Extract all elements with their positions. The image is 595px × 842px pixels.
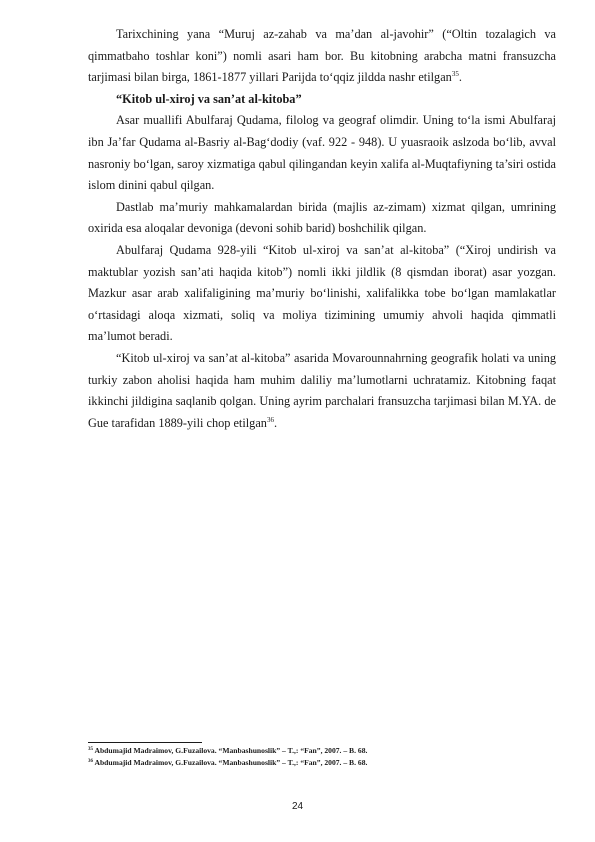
footnote-35 bbox=[88, 745, 556, 757]
paragraph-career: Dastlab ma’muriy mahkamalardan birida (majlis az-zimam) xizmat qilgan, umrining oxirida esa aloqalar devoniga (devoni sohib barid) boshchilik qilgan. bbox=[88, 199, 556, 236]
footnote-divider bbox=[88, 742, 202, 743]
footnote-number: 36 bbox=[88, 758, 93, 764]
footnotes bbox=[88, 745, 556, 768]
footnote-36 bbox=[88, 757, 556, 769]
paragraph-content: “Kitob ul-xiroj va san’at al-kitoba” asarida Movarounnahrning geografik holati va uning turkiy zabon aholisi haqida ham muhim daliliy ma’lumotlarni uchratamiz. Kitobning faqat ikkinchi jildigina saqlanib qolgan. Uning ayrim parchalari fransuzcha tarjimasi bilan M.YA. de Gue tarafidan 1889-yili chop etilgan$^{36}$. bbox=[88, 350, 556, 430]
footnote-text: Abdumajid Madraimov, G.Fuzailova. “Manbashunoslik” – T.,: “Fan”, 2007. – B. 68. bbox=[93, 746, 368, 755]
footnote-ref-35[interactable]: 35 bbox=[451, 70, 459, 79]
paragraph-muruj-az-zahab: Tarixchining yana “Muruj az-zahab va ma’dan al-javohir” (“Oltin tozalagich va qimmatbaho toshlar koni”) nomli asari ham bor. Bu kitobning arabcha matni fransuzcha tarjimasi bilan birga, 1861-1877 yillari Parijda to‘qqiz jildda nashr etilgan$^{35}$. bbox=[88, 27, 556, 85]
paragraph-work: Abulfaraj Qudama 928-yili “Kitob ul-xiroj va san’at al-kitoba” (“Xiroj undirish va maktublar yozish san’ati haqida kitob”) nomli ikki jildlik (8 qismdan iborat) asar yozgan. Mazkur asar arab xalifaligining ma’muriy bo‘linishi, xalifalikka tobe bo‘lgan mamlakatlar o‘rtasidagi aloqa xizmati, soliq va moliya tizimining umumiy ahvoli haqida qimmatli ma’lumot beradi. bbox=[88, 242, 556, 344]
footnote-number: 35 bbox=[88, 747, 93, 752]
page-body bbox=[88, 24, 556, 434]
footnote-ref-36[interactable]: 36 bbox=[266, 415, 274, 424]
section-heading: “Kitob ul-xiroj va san’at al-kitoba” bbox=[116, 91, 302, 106]
page-number: 24 bbox=[291, 801, 304, 812]
paragraph-author: Asar muallifi Abulfaraj Qudama, filolog va geograf olimdir. Uning to‘la ismi Abulfaraj ibn Ja’far Qudama al-Basriy al-Bag‘dodiy (vaf. 922 - 948). U yuasraoik aslzoda bo‘lib, avval nasroniy bo‘lgan, saroy xizmatiga qabul qilingandan keyin xalifa al-Muqtafiyning ta’siri ostida islom dinini qabul qilgan. bbox=[88, 113, 556, 193]
paragraph-text: Tarixchining yana “Muruj az-zahab va ma’dan al-javohir” (“Oltin tozalagich va qimmatbaho toshlar koni”) nomli asari ham bor. Bu kitobning arabcha matni fransuzcha tarjimasi bilan birga, 1861-1877 yillari Parijda to‘qqiz jildda nashr etilgan bbox=[88, 27, 556, 85]
footnote-text: Abdumajid Madraimov, G.Fuzailova. “Manbashunoslik” – T.,: “Fan”, 2007. – B. 68. bbox=[93, 757, 368, 767]
paragraph-text: “Kitob ul-xiroj va san’at al-kitoba” asarida Movarounnahrning geografik holati va uning turkiy zabon aholisi haqida ham muhim daliliy ma’lumotlarni uchratamiz. Kitobning faqat ikkinchi jildigina saqlanib qolgan. Uning ayrim parchalari fransuzcha tarjimasi bilan M.YA. de Gue tarafidan 1889-yili chop etilgan bbox=[88, 350, 556, 430]
